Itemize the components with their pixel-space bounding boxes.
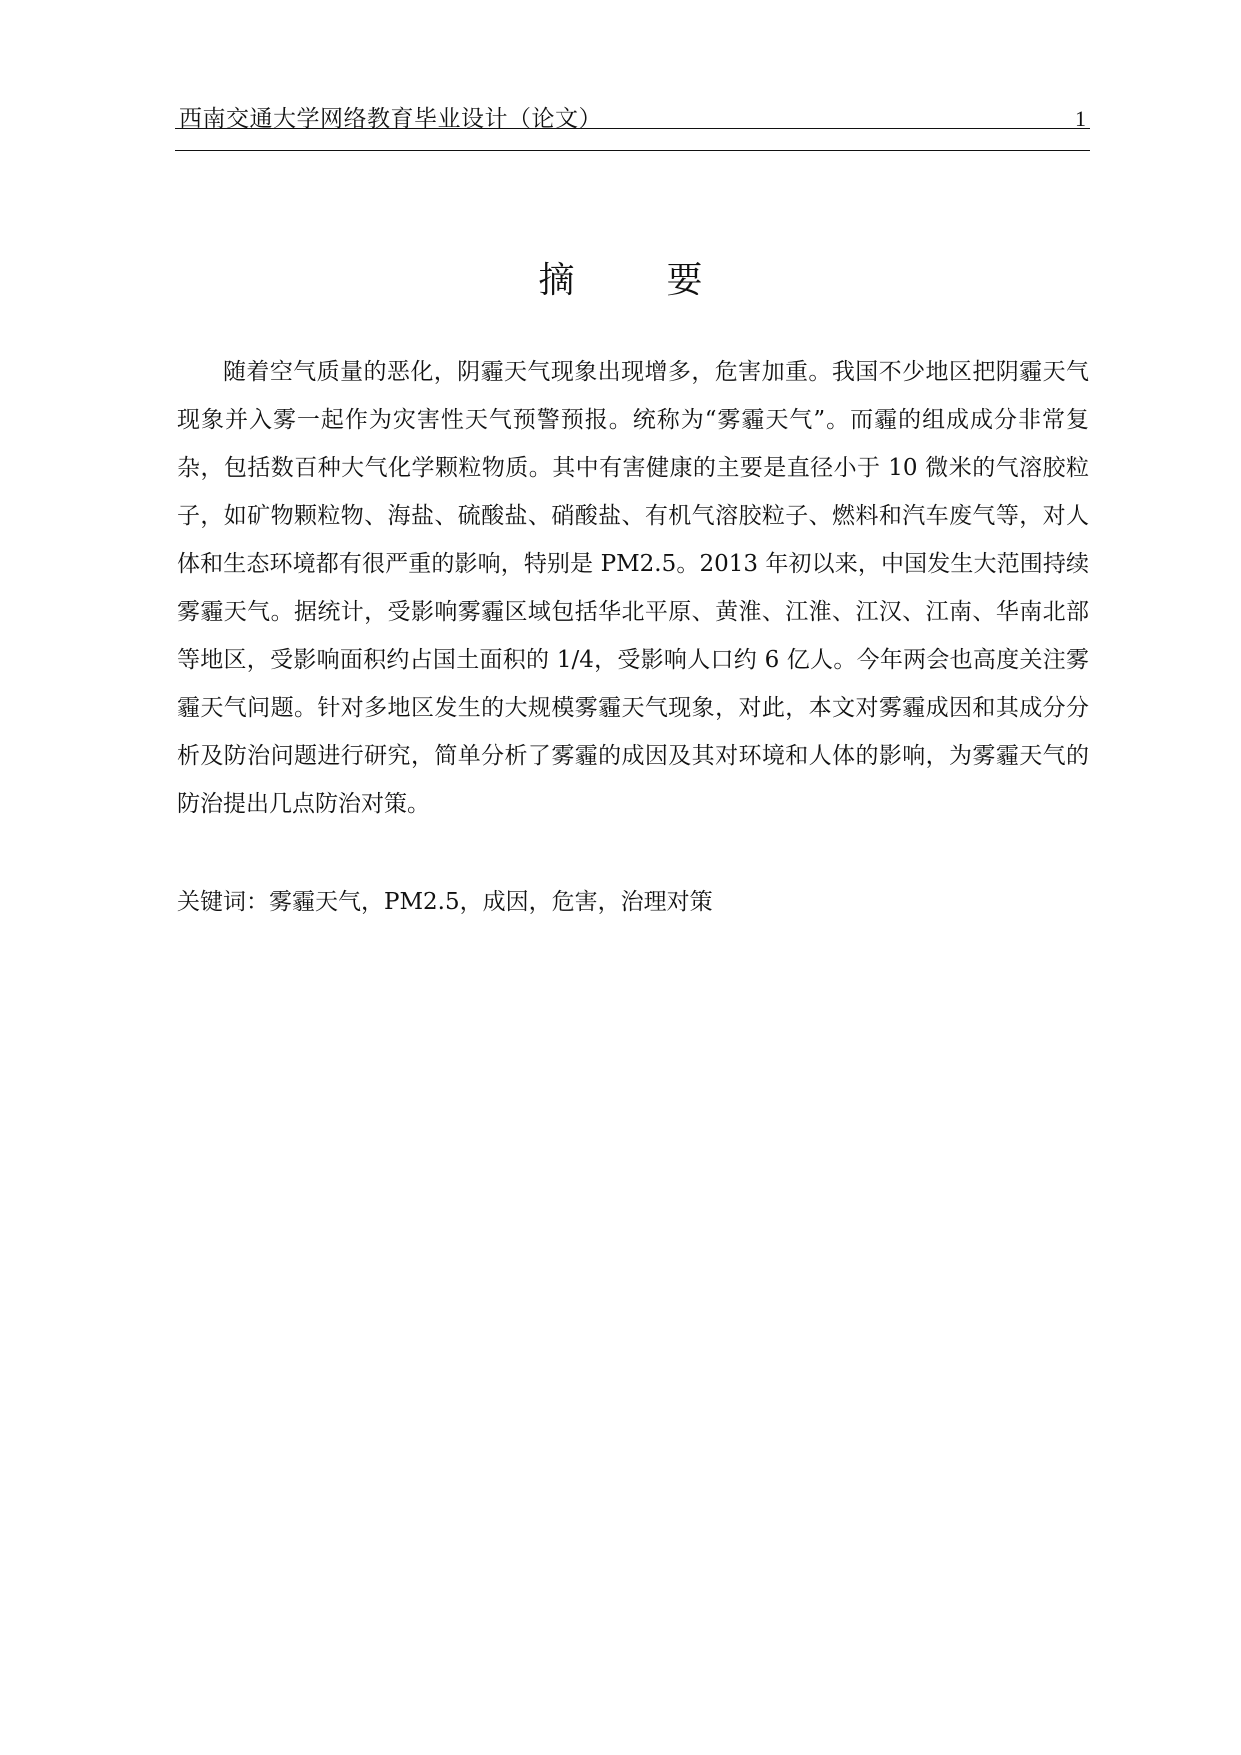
header-rule-bottom: [175, 150, 1090, 151]
header-rule-top: [175, 128, 1090, 129]
keywords-values: 雾霾天气，PM2.5，成因，危害，治理对策: [269, 889, 713, 915]
abstract-heading-char-2: 要: [666, 260, 703, 301]
page-header: [175, 104, 1090, 134]
page-number: 1: [1075, 106, 1086, 131]
keywords-label: 关键词：: [177, 889, 269, 915]
abstract-heading: [0, 256, 1241, 306]
header-title: 西南交通大学网络教育毕业设计（论文）: [179, 106, 602, 132]
abstract-heading-char-1: 摘: [538, 260, 575, 301]
abstract-body: 随着空气质量的恶化，阴霾天气现象出现增多，危害加重。我国不少地区把阴霾天气现象并入雾一起作为灾害性天气预警预报。统称为“雾霾天气”。而霾的组成成分非常复杂，包括数百种大气化学颗粒物质。其中有害健康的主要是直径小于 10 微米的气溶胶粒子，如矿物颗粒物、海盐、硫酸盐、硝酸盐、有机气溶胶粒子、燃料和汽车废气等，对人体和生态环境都有很严重的影响，特别是 PM2.5。2013 年初以来，中国发生大范围持续雾霾天气。据统计，受影响雾霾区域包括华北平原、黄淮、江淮、江汉、江南、华南北部等地区，受影响面积约占国土面积的 1/4，受影响人口约 6 亿人。今年两会也高度关注雾霾天气问题。针对多地区发生的大规模雾霾天气现象，对此，本文对雾霾成因和其成分分析及防治问题进行研究，简单分析了雾霾的成因及其对环境和人体的影响，为雾霾天气的防治提出几点防治对策。: [177, 359, 1089, 817]
keywords-line: [177, 878, 1089, 926]
